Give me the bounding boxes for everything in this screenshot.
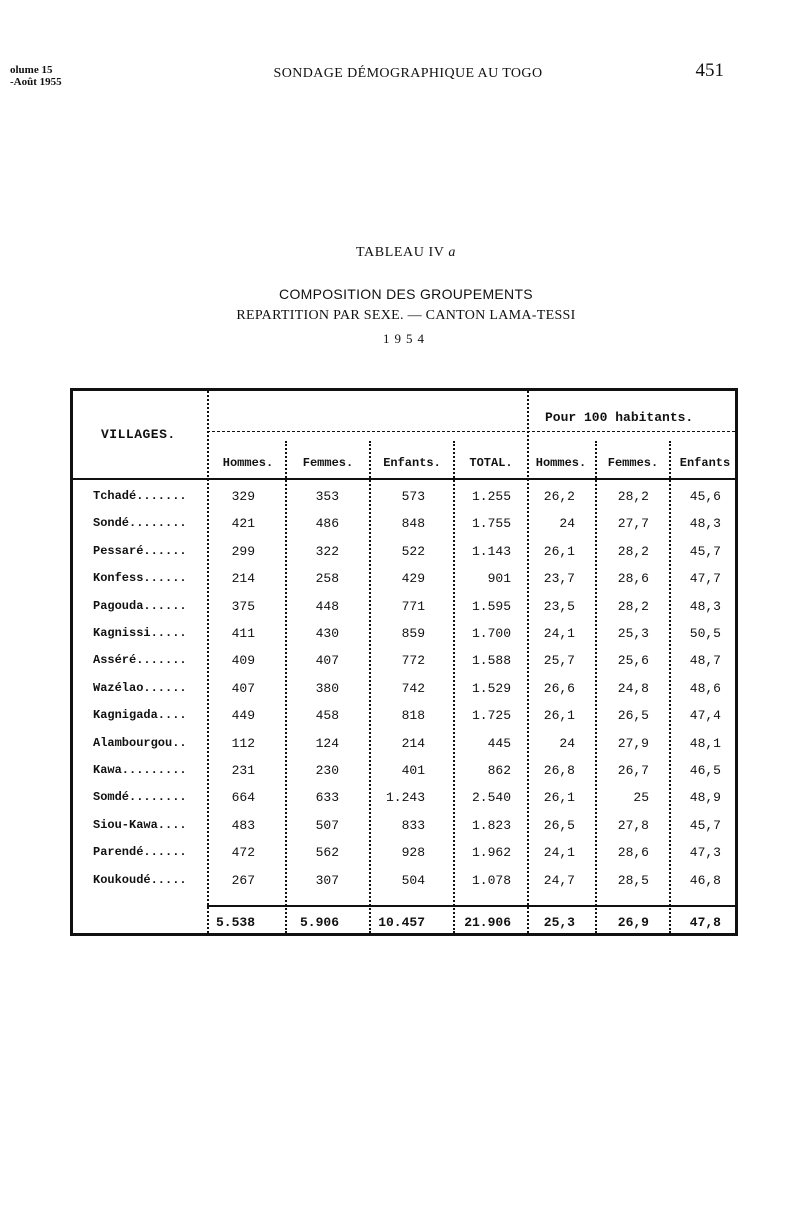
village-name: Alambourgou.. xyxy=(93,735,187,750)
totals-rule xyxy=(207,905,735,907)
cell-femmes: 430 xyxy=(315,626,339,641)
cell-hommes: 214 xyxy=(231,571,255,587)
village-name: Wazélao...... xyxy=(93,680,187,695)
cell-femmes: 507 xyxy=(315,817,339,833)
cell-total: 1.962 xyxy=(471,845,511,861)
table-row xyxy=(73,626,735,653)
cell-total: 1.823 xyxy=(471,817,511,833)
cell-pct-hommes: 24,1 xyxy=(543,845,575,861)
cell-hommes: 421 xyxy=(231,516,255,532)
village-name: Kagnissi..... xyxy=(93,626,187,640)
cell-enfants: 818 xyxy=(401,708,425,724)
cell-pct-enfants: 46,8 xyxy=(689,872,721,888)
cell-pct-femmes: 28,5 xyxy=(617,872,649,888)
cell-pct-femmes: 24,8 xyxy=(617,680,649,696)
table-row xyxy=(73,736,735,763)
volume-line-1: olume 15 xyxy=(10,64,53,76)
cell-pct-femmes: 28,2 xyxy=(617,598,649,614)
cell-enfants: 771 xyxy=(401,598,425,614)
total-enfants: 10.457 xyxy=(378,915,425,930)
total-femmes: 5.906 xyxy=(299,915,339,930)
cell-pct-hommes: 26,2 xyxy=(543,489,575,504)
cell-hommes: 375 xyxy=(231,598,255,614)
cell-enfants: 504 xyxy=(401,872,425,888)
cell-pct-femmes: 26,7 xyxy=(617,763,649,778)
cell-total: 1.078 xyxy=(471,872,511,888)
cell-pct-femmes: 27,9 xyxy=(617,735,649,751)
cell-enfants: 429 xyxy=(401,571,425,587)
cell-total: 1.143 xyxy=(471,543,511,559)
cell-pct-enfants: 48,3 xyxy=(689,516,721,532)
cell-femmes: 458 xyxy=(315,708,339,724)
cell-pct-hommes: 24 xyxy=(559,735,575,751)
cell-pct-femmes: 25,3 xyxy=(617,626,649,641)
cell-femmes: 407 xyxy=(315,653,339,669)
cell-enfants: 772 xyxy=(401,653,425,669)
cell-pct-enfants: 48,1 xyxy=(689,735,721,751)
cell-pct-femmes: 25 xyxy=(633,790,649,806)
cell-pct-hommes: 26,1 xyxy=(543,708,575,724)
cell-enfants: 522 xyxy=(401,543,425,559)
village-name: Tchadé....... xyxy=(93,489,187,503)
cell-total: 862 xyxy=(487,763,511,778)
col-header-total: TOTAL. xyxy=(469,456,513,470)
cell-femmes: 633 xyxy=(315,790,339,806)
table-row xyxy=(73,599,735,626)
table-row xyxy=(73,708,735,735)
cell-enfants: 401 xyxy=(401,763,425,778)
village-name: Kawa......... xyxy=(93,763,187,777)
cell-total: 2.540 xyxy=(471,790,511,806)
cell-pct-enfants: 48,6 xyxy=(689,680,721,696)
table-row xyxy=(73,873,735,900)
header-divider xyxy=(207,431,735,432)
header-rule xyxy=(73,478,735,480)
cell-enfants: 833 xyxy=(401,817,425,833)
cell-pct-hommes: 26,1 xyxy=(543,543,575,559)
cell-pct-enfants: 47,3 xyxy=(689,845,721,861)
title-line-2: REPARTITION PAR SEXE. — CANTON LAMA-TESSI xyxy=(236,308,576,323)
cell-pct-enfants: 46,5 xyxy=(689,763,721,778)
table-row xyxy=(73,571,735,598)
village-name: Asséré....... xyxy=(93,653,187,668)
cell-hommes: 231 xyxy=(231,763,255,778)
cell-pct-hommes: 25,7 xyxy=(543,653,575,669)
col-header-pct-enfants: Enfants xyxy=(679,456,731,470)
total-pct-hommes: 25,3 xyxy=(543,915,575,930)
cell-hommes: 299 xyxy=(231,543,255,559)
cell-pct-enfants: 47,7 xyxy=(689,571,721,587)
col-header-pct-femmes: Femmes. xyxy=(607,456,659,470)
table-label-suffix: a xyxy=(448,245,456,260)
cell-pct-enfants: 48,3 xyxy=(689,598,721,614)
cell-hommes: 449 xyxy=(231,708,255,724)
cell-pct-femmes: 28,2 xyxy=(617,543,649,559)
village-name: Pessaré...... xyxy=(93,543,187,558)
total-total: 21.906 xyxy=(464,915,511,930)
cell-total: 1.595 xyxy=(471,598,511,614)
table-row xyxy=(73,681,735,708)
col-header-pct-hommes: Hommes. xyxy=(535,456,587,470)
volume-line-2: -Août 1955 xyxy=(10,76,62,88)
table-row xyxy=(73,790,735,817)
cell-hommes: 483 xyxy=(231,817,255,833)
village-name: Siou-Kawa.... xyxy=(93,817,187,832)
table-row xyxy=(73,845,735,872)
cell-femmes: 353 xyxy=(315,489,339,504)
village-name: Sondé........ xyxy=(93,516,187,531)
cell-pct-femmes: 28,6 xyxy=(617,571,649,587)
cell-hommes: 112 xyxy=(231,735,255,751)
cell-hommes: 409 xyxy=(231,653,255,669)
table-row xyxy=(73,489,735,516)
cell-enfants: 742 xyxy=(401,680,425,696)
cell-enfants: 573 xyxy=(401,489,425,504)
table-label xyxy=(0,245,800,261)
table-row xyxy=(73,653,735,680)
village-name: Koukoudé..... xyxy=(93,872,187,887)
table-row xyxy=(73,763,735,790)
cell-total: 445 xyxy=(487,735,511,751)
cell-hommes: 329 xyxy=(231,489,255,504)
cell-pct-femmes: 25,6 xyxy=(617,653,649,669)
cell-pct-femmes: 28,6 xyxy=(617,845,649,861)
village-name: Konfess...... xyxy=(93,571,187,586)
cell-pct-enfants: 45,7 xyxy=(689,543,721,559)
cell-femmes: 448 xyxy=(315,598,339,614)
cell-pct-hommes: 23,7 xyxy=(543,571,575,587)
title-line-1: COMPOSITION DES GROUPEMENTS xyxy=(279,286,533,302)
cell-pct-enfants: 47,4 xyxy=(689,708,721,724)
cell-pct-enfants: 45,7 xyxy=(689,817,721,833)
cell-total: 1.755 xyxy=(471,516,511,532)
cell-pct-hommes: 24,1 xyxy=(543,626,575,641)
cell-total: 1.529 xyxy=(471,680,511,696)
village-name: Kagnigada.... xyxy=(93,708,187,723)
total-pct-femmes: 26,9 xyxy=(617,915,649,930)
page-number: 451 xyxy=(695,60,724,81)
cell-pct-enfants: 50,5 xyxy=(689,626,721,641)
cell-total: 1.700 xyxy=(471,626,511,641)
table-row xyxy=(73,516,735,543)
villages-header: VILLAGES. xyxy=(101,427,176,442)
village-name: Somdé........ xyxy=(93,790,187,805)
cell-pct-enfants: 48,7 xyxy=(689,653,721,669)
cell-pct-femmes: 26,5 xyxy=(617,708,649,724)
total-pct-enfants: 47,8 xyxy=(689,915,721,930)
cell-hommes: 267 xyxy=(231,872,255,888)
cell-hommes: 472 xyxy=(231,845,255,861)
col-header-femmes: Femmes. xyxy=(302,456,354,470)
cell-pct-hommes: 26,6 xyxy=(543,680,575,696)
cell-total: 901 xyxy=(487,571,511,587)
cell-pct-hommes: 26,8 xyxy=(543,763,575,778)
cell-femmes: 124 xyxy=(315,735,339,751)
data-table xyxy=(70,388,738,936)
cell-enfants: 1.243 xyxy=(385,790,425,806)
cell-total: 1.255 xyxy=(471,489,511,504)
cell-enfants: 859 xyxy=(401,626,425,641)
table-label-text: TABLEAU IV xyxy=(356,245,445,260)
cell-pct-hommes: 26,1 xyxy=(543,790,575,806)
village-name: Parendé...... xyxy=(93,845,187,860)
cell-enfants: 214 xyxy=(401,735,425,751)
cell-femmes: 486 xyxy=(315,516,339,532)
cell-enfants: 928 xyxy=(401,845,425,861)
cell-femmes: 380 xyxy=(315,680,339,696)
cell-pct-hommes: 24 xyxy=(559,516,575,532)
cell-femmes: 230 xyxy=(315,763,339,778)
total-hommes: 5.538 xyxy=(215,915,255,930)
cell-pct-enfants: 48,9 xyxy=(689,790,721,806)
running-title: SONDAGE DÉMOGRAPHIQUE AU TOGO xyxy=(273,66,543,81)
cell-hommes: 411 xyxy=(231,626,255,641)
cell-pct-femmes: 27,8 xyxy=(617,817,649,833)
cell-pct-hommes: 26,5 xyxy=(543,817,575,833)
cell-pct-hommes: 23,5 xyxy=(543,598,575,614)
cell-total: 1.588 xyxy=(471,653,511,669)
cell-pct-enfants: 45,6 xyxy=(689,489,721,504)
village-name: Pagouda...... xyxy=(93,598,187,613)
pour-100-header: Pour 100 habitants. xyxy=(545,410,694,425)
col-header-enfants: Enfants. xyxy=(383,456,441,470)
table-row xyxy=(73,818,735,845)
cell-femmes: 562 xyxy=(315,845,339,861)
cell-enfants: 848 xyxy=(401,516,425,532)
cell-pct-femmes: 28,2 xyxy=(617,489,649,504)
cell-pct-femmes: 27,7 xyxy=(617,516,649,532)
cell-femmes: 258 xyxy=(315,571,339,587)
cell-femmes: 307 xyxy=(315,872,339,888)
col-header-hommes: Hommes. xyxy=(222,456,274,470)
cell-pct-hommes: 24,7 xyxy=(543,872,575,888)
cell-hommes: 407 xyxy=(231,680,255,696)
cell-hommes: 664 xyxy=(231,790,255,806)
table-year: 1954 xyxy=(383,331,429,346)
totals-row xyxy=(73,915,735,942)
cell-femmes: 322 xyxy=(315,543,339,559)
table-row xyxy=(73,544,735,571)
cell-total: 1.725 xyxy=(471,708,511,724)
